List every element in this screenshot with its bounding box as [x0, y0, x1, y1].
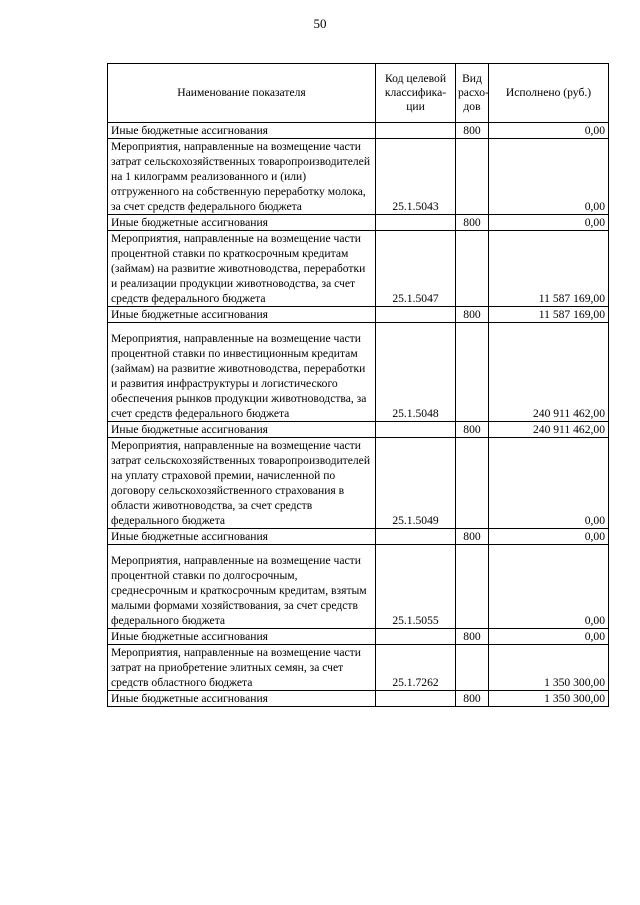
- row-type: [456, 231, 489, 307]
- row-amount: 0,00: [489, 215, 609, 231]
- row-code: [376, 629, 456, 645]
- row-amount: 240 911 462,00: [489, 422, 609, 438]
- row-type: 800: [456, 422, 489, 438]
- row-name: Мероприятия, направленные на возмещение части затрат сельскохозяйственных товаропроизводителей на уплату страховой премии, начисленной по договору сельскохозяйственного страхования в области животноводства, за счет средств федерального бюджета: [108, 438, 376, 529]
- table-row: [108, 231, 609, 307]
- header-executed-amount: Исполнено (руб.): [489, 64, 609, 123]
- table-row: [108, 629, 609, 645]
- row-name: Мероприятия, направленные на возмещение части процентной ставки по долгосрочным, среднесрочным и краткосрочным кредитам, взятым малыми формами хозяйствования, за счет средств федерального бюджета: [108, 545, 376, 629]
- row-name: Иные бюджетные ассигнования: [108, 215, 376, 231]
- row-type: 800: [456, 691, 489, 707]
- row-amount: 11 587 169,00: [489, 231, 609, 307]
- row-code: [376, 529, 456, 545]
- row-amount: 1 350 300,00: [489, 691, 609, 707]
- row-code: [376, 422, 456, 438]
- table-row: [108, 139, 609, 215]
- row-name: Мероприятия, направленные на возмещение части процентной ставки по инвестиционным кредитам (займам) на развитие животноводства, переработки и развития инфраструктуры и логистического обеспечения рынков продукции животноводства, за счет средств федерального бюджета: [108, 323, 376, 422]
- table-row: [108, 123, 609, 139]
- row-name: Мероприятия, направленные на возмещение части процентной ставки по краткосрочным кредитам (займам) на развитие животноводства, переработки и реализации продукции животноводства, за счет средств федерального бюджета: [108, 231, 376, 307]
- row-type: 800: [456, 629, 489, 645]
- row-type: 800: [456, 307, 489, 323]
- row-code: 25.1.7262: [376, 645, 456, 691]
- row-type: 800: [456, 123, 489, 139]
- row-name: Иные бюджетные ассигнования: [108, 691, 376, 707]
- table-row: [108, 422, 609, 438]
- row-code: 25.1.5048: [376, 323, 456, 422]
- row-type: [456, 645, 489, 691]
- row-code: 25.1.5049: [376, 438, 456, 529]
- row-amount: 0,00: [489, 139, 609, 215]
- row-amount: 0,00: [489, 123, 609, 139]
- row-name: Мероприятия, направленные на возмещение части затрат на приобретение элитных семян, за счет средств областного бюджета: [108, 645, 376, 691]
- table-row: [108, 215, 609, 231]
- row-name: Иные бюджетные ассигнования: [108, 529, 376, 545]
- row-type: [456, 545, 489, 629]
- row-type: [456, 438, 489, 529]
- table-row: [108, 691, 609, 707]
- row-code: [376, 307, 456, 323]
- header-indicator-name: Наименование показателя: [108, 64, 376, 123]
- row-amount: 0,00: [489, 438, 609, 529]
- row-type: [456, 323, 489, 422]
- table-row: [108, 323, 609, 422]
- table-row: [108, 545, 609, 629]
- row-amount: 0,00: [489, 529, 609, 545]
- row-type: 800: [456, 529, 489, 545]
- row-amount: 11 587 169,00: [489, 307, 609, 323]
- row-name: Иные бюджетные ассигнования: [108, 307, 376, 323]
- table-header-row: [108, 64, 609, 123]
- header-classification-code: Код целевой классифика-ции: [376, 64, 456, 123]
- header-expense-type: Вид расхо-дов: [456, 64, 489, 123]
- row-code: [376, 691, 456, 707]
- row-code: [376, 123, 456, 139]
- row-code: 25.1.5043: [376, 139, 456, 215]
- table-row: [108, 529, 609, 545]
- budget-execution-table: [107, 63, 609, 707]
- row-name: Иные бюджетные ассигнования: [108, 629, 376, 645]
- table-row: [108, 307, 609, 323]
- row-name: Мероприятия, направленные на возмещение части затрат сельскохозяйственных товаропроизводителей на 1 килограмм реализованного и (или) отгруженного на собственную переработку молока, за счет средств федерального бюджета: [108, 139, 376, 215]
- row-amount: 0,00: [489, 629, 609, 645]
- row-code: [376, 215, 456, 231]
- row-type: 800: [456, 215, 489, 231]
- row-code: 25.1.5047: [376, 231, 456, 307]
- row-amount: 1 350 300,00: [489, 645, 609, 691]
- row-name: Иные бюджетные ассигнования: [108, 123, 376, 139]
- row-name: Иные бюджетные ассигнования: [108, 422, 376, 438]
- table-row: [108, 438, 609, 529]
- row-amount: 0,00: [489, 545, 609, 629]
- row-code: 25.1.5055: [376, 545, 456, 629]
- row-type: [456, 139, 489, 215]
- row-amount: 240 911 462,00: [489, 323, 609, 422]
- page-number: 50: [313, 16, 327, 31]
- table-row: [108, 645, 609, 691]
